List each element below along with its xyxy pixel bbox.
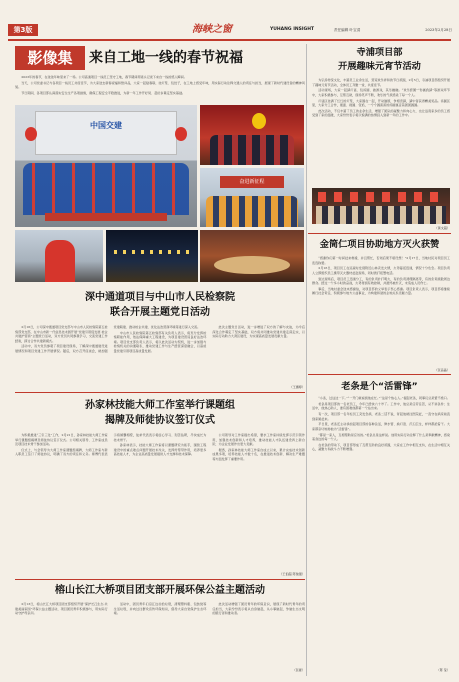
people-row (316, 206, 446, 224)
lantern-icon (25, 127, 37, 141)
worker-figure (45, 240, 75, 282)
veteran-body: “小条，过这边一下。”“一开门就看到他在忙。”“这是个热心人。”提起老条，同事们总是赞不绝口。 老条是项目部的一名老员工，今年已经快六十岁了。工作中，他总是任劳任怨，从不讲条件；生活中，他热心助人，谁有困难他都第一个站出来。 有一次，项目部一名年轻员工突发急病，老条二话不说，背起他就往医院赶，一直守在病床前直到家属赶来。 平日里，老条还主动承担起项目部的各种杂活，修水管、换灯泡、打扫卫生，样样都抢着干。大家都亲切地称他为“活雷锋”。 “都是一家人，互相帮助是应该的。”老条总是这样说。他用实际行动诠释了什么是奉献精神，感染着身边的每一个人。 在老条的带动下，项目部形成了互帮互助的良好氛围，大家在工作中相互支持，在生活中相互关心，凝聚力和战斗力不断增强。 (312, 396, 450, 452)
lantern-row (318, 192, 444, 202)
temple-title-line1: 寺浦项目部 (356, 47, 403, 58)
header-rule (8, 39, 451, 41)
red-banner: 奋进新征程 (220, 176, 284, 188)
workers-row (206, 196, 298, 227)
photo-feature-title: 来自工地一线的春节祝福 (89, 50, 243, 66)
master-author: （王伯超 陈俊强） (279, 572, 305, 576)
photo-feature-tag: 影像集 (15, 46, 85, 70)
court-title-line1: 深中通道项目与中山市人民检察院 (85, 292, 235, 303)
photo-lunar-celebration (200, 105, 304, 165)
photo-team-banner (200, 168, 304, 227)
photo-lantern-event (312, 188, 450, 224)
photo-group-main (15, 105, 197, 227)
master-title-line1: 孙家林技能大师工作室举行课题组 (85, 400, 235, 411)
column-separator (306, 44, 307, 676)
editors: 责任编辑 叶宝清 (334, 28, 361, 32)
jinming-title: 金筒仁项目协助地方灭火获赞 (319, 239, 440, 250)
lantern-icon (175, 127, 187, 141)
master-title-line2: 揭牌及师徒协议签订仪式 (105, 415, 215, 426)
right-divider-2 (308, 374, 451, 375)
banner (45, 213, 167, 221)
right-divider-1 (308, 233, 451, 234)
page-header (8, 22, 451, 40)
master-body: 为积极推进“三引三化”工作，2月21日，孙家林技能大师工作室举行课题组揭牌及师徒协议签订仪式。公司相关领导、工作室成员及项目技术骨干参加活动。 仪式上，与会领导为大师工作室课题组揭牌，大师工作室与新入职员工签订了师徒协议，明确了双方的责任和义务。师傅代表表示将倾囊相授，徒弟代表表示将虚心学习、刻苦钻研，尽快成长为技术骨干。 孙家林表示，技能大师工作室将以课题研究为抓手，围绕工程建设中的重点难点问题开展技术攻关，发挥传帮带作用，培养更多高技能人才，为企业高质量发展提供人才支撑和技术保障。 公司领导对工作室提出希望，要求工作室持续发挥示范引领作用，加强技术创新和人才培养，推动技能人才队伍建设再上新台阶，为企业发展作出更大贡献。 据悉，孙家林技能大师工作室自成立以来，累计完成技术创新成果多项，培养技能人才数十名，在推进技术创新、解决生产难题等方面发挥了重要作用。 (15, 433, 305, 461)
people-group (210, 135, 294, 165)
bridge-author: （张豪） (292, 668, 305, 672)
jinming-author: （张品晶） (434, 368, 450, 372)
veteran-author: （陈 莹） (436, 668, 450, 672)
site-lights (114, 250, 190, 254)
photo-worker-portrait (15, 230, 103, 282)
photo-feature-body: 2023年的春节，在浓浓年味里来了一场。公司高速项目一线员工坚守工地，春节期间用镜头记录下来自一线的感人瞬间。 当天，公司党委书记与各项目一线员工共度佳节，为大家送去新春祝福和慰问品，大家一起贴春联、挂灯笼、包饺子，在工地上感受年味，用实际行动诠释交通人的责任与担当，展现了新时代建设者的精神风貌。 节日期间，各项目部认真落实安全生产各项措施，确保工程安全平稳推进，为新一年工作开好局、起好步奠定坚实基础。 (15, 75, 305, 96)
temple-author: （黄文超） (434, 226, 450, 230)
court-title-line2: 联合开展主题党日活动 (110, 307, 210, 318)
worker-group (23, 163, 189, 215)
court-author: （王惠婷） (289, 385, 305, 389)
jinming-body: “感谢你们第一时间赶来救援，并且帮忙，否则后果不堪设想！”2月17日，当地村民对项目员工连连称赞。 2月16日，项目员工在巡查时发现附近山林突发火情，火势蔓延迅速，情况十分危急。项目负责人立即组织员工携带灭火器材赶赴现场，同时拨打报警电话。 到达现场后，项目员工迅速分工，有的负责扑打明火，有的负责清理隔离带，有的负责疏散周边群众。经过一个多小时的奋战，火势得到有效控制，并最终被扑灭，未造成人员伤亡。 事后，当地村委会送来感谢信，对项目部的义举表示衷心感谢。项目负责人表示，项目部将继续履行社会责任，积极参与地方公益事业，为构建和谐的企地关系贡献力量。 (312, 256, 450, 296)
court-body: 2月16日，公司深中通道项目党支部与中山市人民检察院第五检察部党支部，在中山市新一代信息技术园开展“党建引领促发展 检企共建护营商”主题党日活动，双方党员共同参观学习，交流党建工作经验，探讨合作共建新模式。 活动中，双方党员参观了项目建设现场，了解深中通道建设进展情况和项目党建工作开展情况。随后，双方召开座谈会，就加强党建联建、推动检企共建、优化法治营商环境等进行深入交流。 中山市人民检察院第五检察部有关负责人表示，将充分发挥检察职能作用，依法保障重大工程建设，为项目建设营造良好法治环境。项目党支部负责人表示，将以此次活动为契机，进一步加强与检察机关的沟通联系，推动党建工作与生产经营深度融合，以高质量党建引领项目高质量发展。 此次主题党日活动，进一步增进了双方的了解与友谊，为今后深化合作奠定了坚实基础，双方将共同推动党建共建走深走实，以实际行动助力大湾区建设，为实现高质量发展贡献力量。 (15, 325, 305, 353)
left-divider-2 (15, 579, 305, 580)
table (214, 256, 290, 274)
building-facade (35, 111, 177, 155)
temple-body: 为弘扬传统文化，丰富员工业余生活，营造欢乐祥和的节日氛围，2月5日，寺浦项目部组织开展了趣味元宵节活动，全体员工齐聚一堂，共度佳节。 活动现场，大家一起猜灯谜、包汤圆、做游戏，其乐融融。“欢乐套圈”“你画我猜”等游戏环节中，大家积极参与，互帮互助，现场笑声不断，欢乐的气氛感染了每一个人。 灯谜区挂满了红红的灯笼，大家围在一起，开动脑筋，争相竞猜，猜中者获得精美奖品。汤圆区里，大家分工合作，揉面、搓圆、包馅，一个个圆滚滚的汤圆寓意着团团圆圆。 此次活动，不仅丰富了员工的业余生活，增强了团队的凝聚力和向心力，也让远离家乡的员工感受到了家的温暖，大家纷纷表示将以饱满的热情投入到新一年的工作中。 (312, 78, 450, 118)
company-sign: 中国交建 (90, 121, 122, 130)
section-name: YUHANG INSIGHT (270, 27, 315, 32)
temple-title-line2: 开展趣味元宵节活动 (338, 61, 421, 72)
left-divider-1 (15, 392, 305, 393)
page-number-badge: 第3版 (8, 24, 38, 36)
masthead-logo: 海峡之窗 (192, 24, 232, 35)
photo-meal (200, 230, 304, 282)
bridge-body: 2月13日，榕山长江大桥项目团支部组织开展“保护长江生态·共建美丽家园”环保公益主题活动，项目团员青年积极参与，用实际行动守护母亲河。 活动中，团员青年们沿江边捡拾垃圾，清理塑料瓶、包装袋等生活垃圾，并向过往群众宣传环保知识，倡导大家自觉保护生态环境。 此次活动增强了团员青年的环保意识，展现了新时代青年的责任担当，大家纷纷表示将从自身做起，从小事做起，争做生态文明的践行者和推动者。 (15, 602, 305, 616)
photo-night-site (106, 230, 198, 282)
veteran-title: 老条是个“活雷锋” (341, 381, 418, 392)
bridge-title: 榕山长江大桥项目团支部开展环保公益主题活动 (55, 585, 265, 596)
issue-date: 2023年2月28日 (425, 28, 452, 32)
lantern-icon (252, 113, 266, 129)
